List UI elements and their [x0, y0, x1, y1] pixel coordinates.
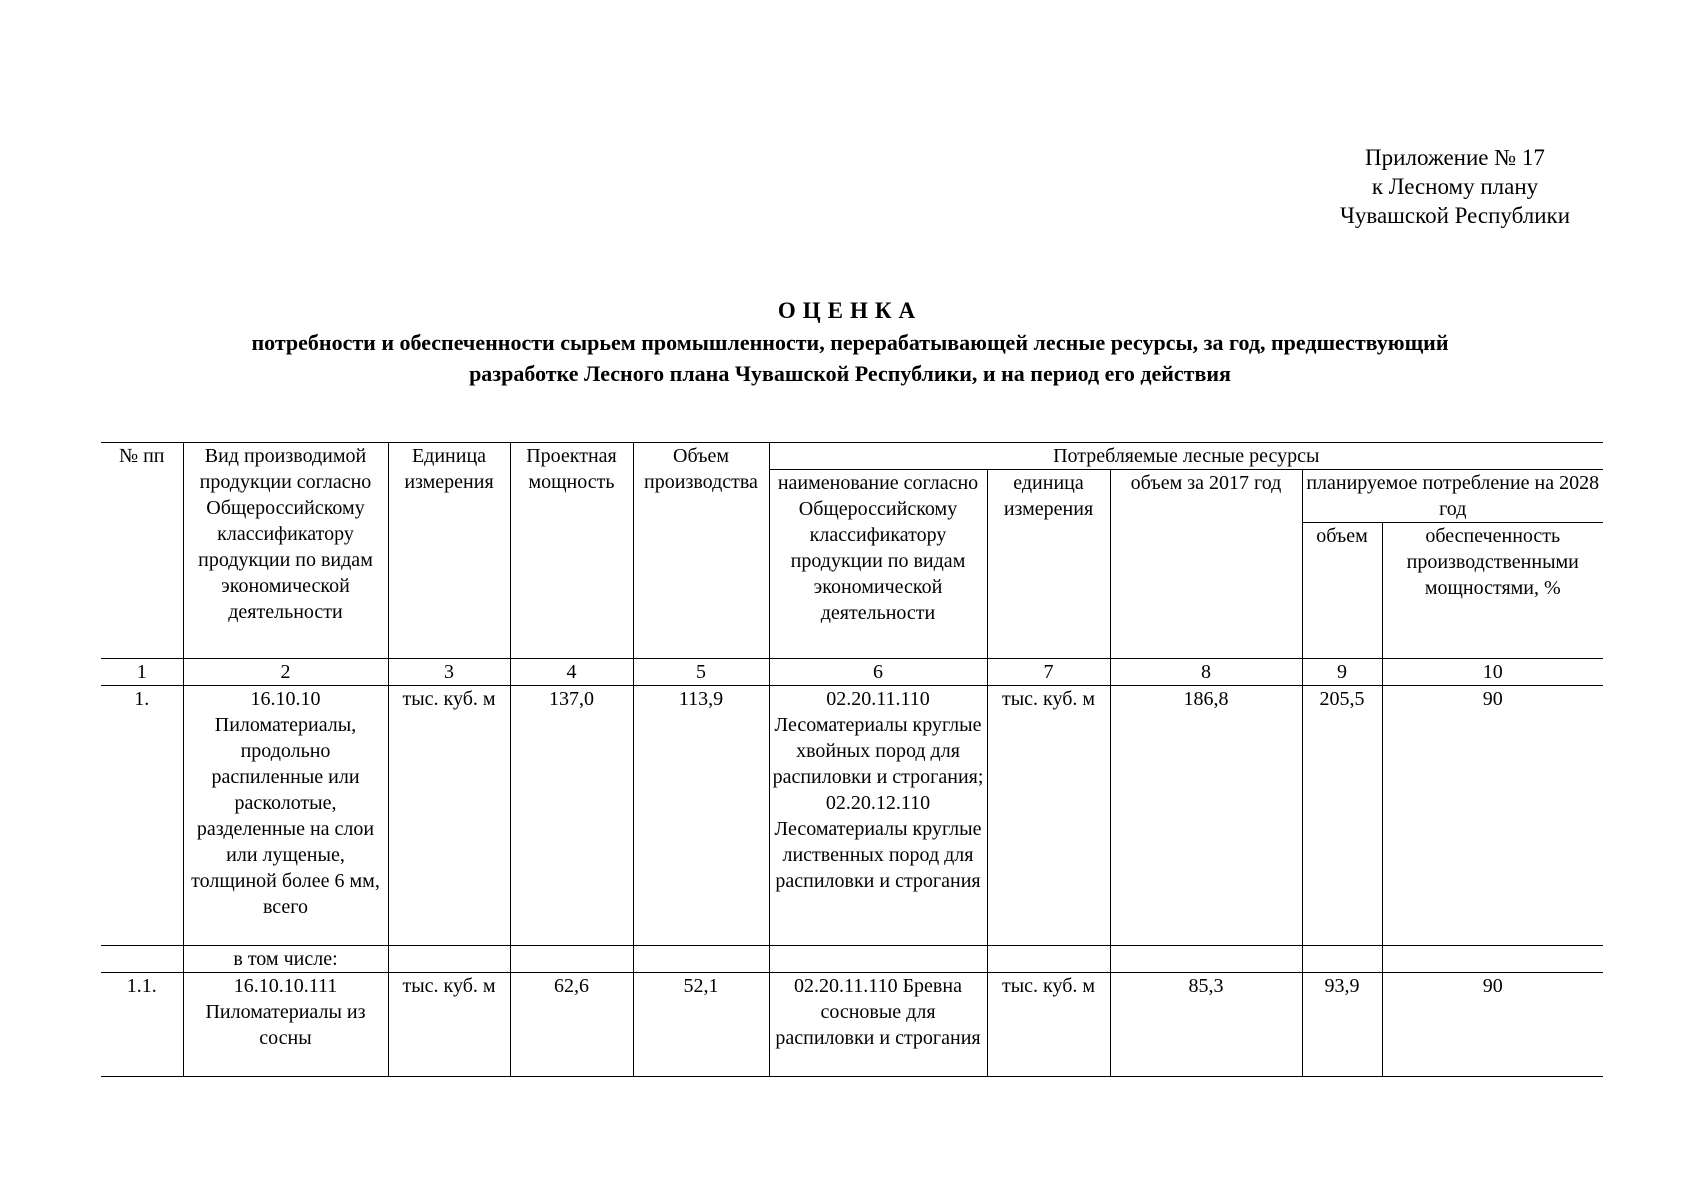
appendix-line-1: Приложение № 17 — [1365, 145, 1545, 170]
volume-2017: 186,8 — [1110, 686, 1302, 946]
empty-cell — [633, 946, 769, 973]
resource-unit: тыс. куб. м — [987, 686, 1110, 946]
empty-cell — [1302, 946, 1382, 973]
product-unit: тыс. куб. м — [388, 686, 510, 946]
header-col-8: объем за 2017 год — [1110, 470, 1302, 659]
assessment-table — [101, 442, 1603, 1077]
column-number: 7 — [987, 659, 1110, 686]
planned-volume: 93,9 — [1302, 973, 1382, 1077]
product-unit: тыс. куб. м — [388, 973, 510, 1077]
table-row-subheader — [101, 946, 1603, 973]
volume-2017: 85,3 — [1110, 973, 1302, 1077]
resource-name: 02.20.11.110 Лесоматериалы круглые хвойных пород для распиловки и строгания; 02.20.12.110 Лесоматериалы круглые лиственных пород для распиловки и строгания — [769, 686, 987, 946]
provision-percent: 90 — [1382, 686, 1603, 946]
column-number: 6 — [769, 659, 987, 686]
title-main: ОЦЕНКА — [777, 298, 923, 323]
column-number: 9 — [1302, 659, 1382, 686]
empty-cell — [1382, 946, 1603, 973]
column-number: 4 — [510, 659, 633, 686]
design-capacity: 62,6 — [510, 973, 633, 1077]
table-row — [101, 686, 1603, 946]
header-col-3: Единица измерения — [388, 443, 510, 659]
column-number: 2 — [183, 659, 388, 686]
header-row-1 — [101, 443, 1603, 470]
header-col-6: наименование согласно Общероссийскому классификатору продукции по видам экономической деятельности — [769, 470, 987, 659]
resource-name: 02.20.11.110 Бревна сосновые для распиловки и строгания — [769, 973, 987, 1077]
planned-volume: 205,5 — [1302, 686, 1382, 946]
row-number: 1. — [101, 686, 183, 946]
appendix-line-2: к Лесному плану — [1371, 174, 1539, 199]
empty-cell — [987, 946, 1110, 973]
document-title — [100, 296, 1600, 388]
header-col-5: Объем производства — [633, 443, 769, 659]
empty-cell — [769, 946, 987, 973]
header-col-2: Вид производимой продукции согласно Общероссийскому классификатору продукции по видам экономической деятельности — [183, 443, 388, 659]
appendix-note — [1290, 143, 1620, 230]
header-col-7: единица измерения — [987, 470, 1110, 659]
appendix-line-3: Чувашской Республики — [1339, 203, 1571, 228]
product-name: 16.10.10 Пиломатериалы, продольно распиленные или расколотые, разделенные на слои или лущеные, толщиной более 6 мм, всего — [183, 686, 388, 946]
header-col-10: обеспеченность производственными мощностями, % — [1382, 523, 1603, 659]
column-number: 3 — [388, 659, 510, 686]
title-subtitle-line-1: потребности и обеспеченности сырьем промышленности, перерабатывающей лесные ресурсы, за год, предшествующий — [251, 330, 1449, 355]
table-row — [101, 973, 1603, 1077]
empty-cell — [101, 946, 183, 973]
production-volume: 113,9 — [633, 686, 769, 946]
empty-cell — [510, 946, 633, 973]
column-number: 8 — [1110, 659, 1302, 686]
production-volume: 52,1 — [633, 973, 769, 1077]
column-number: 10 — [1382, 659, 1603, 686]
column-number: 1 — [101, 659, 183, 686]
design-capacity: 137,0 — [510, 686, 633, 946]
header-group-resources: Потребляемые лесные ресурсы — [769, 443, 1603, 470]
product-name: 16.10.10.111 Пиломатериалы из сосны — [183, 973, 388, 1077]
subheader-label: в том числе: — [183, 946, 388, 973]
header-col-4: Проектная мощность — [510, 443, 633, 659]
header-group-planned: планируемое потребление на 2028 год — [1302, 470, 1603, 523]
header-col-1: № пп — [101, 443, 183, 659]
header-col-9: объем — [1302, 523, 1382, 659]
title-subtitle-line-2: разработке Лесного плана Чувашской Республики, и на период его действия — [469, 361, 1231, 386]
column-number: 5 — [633, 659, 769, 686]
empty-cell — [1110, 946, 1302, 973]
column-number-row — [101, 659, 1603, 686]
row-number: 1.1. — [101, 973, 183, 1077]
resource-unit: тыс. куб. м — [987, 973, 1110, 1077]
empty-cell — [388, 946, 510, 973]
provision-percent: 90 — [1382, 973, 1603, 1077]
